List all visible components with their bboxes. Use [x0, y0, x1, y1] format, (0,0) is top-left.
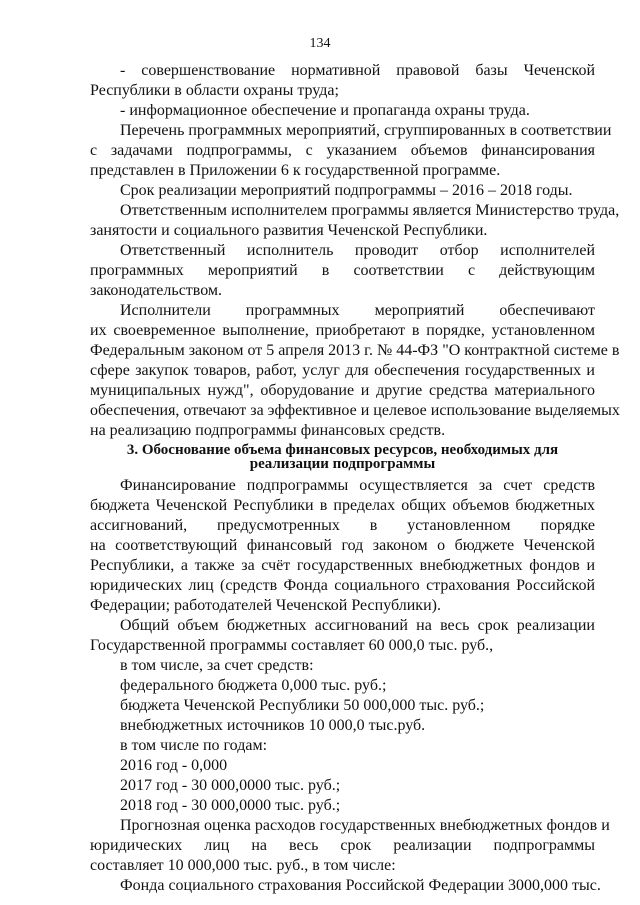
text-line: Федерации; работодателей Чеченской Республики).	[90, 597, 441, 614]
text-line: Финансирование подпрограммы осуществляется за счет средств	[120, 477, 595, 494]
text-line: бюджета Чеченской Республики 50 000,000 тыс. руб.;	[120, 697, 485, 714]
text-line: Ответственный исполнитель проводит отбор исполнителей	[120, 242, 595, 259]
section-heading-line-2: реализации подпрограммы	[249, 456, 436, 472]
text-line: - информационное обеспечение и пропаганда охраны труда.	[120, 102, 530, 119]
text-line: в том числе, за счет средств:	[120, 657, 314, 674]
text-line: Республики, а также за счёт государственных внебюджетных фондов и	[90, 557, 595, 574]
text-line: ассигнований, предусмотренных в установленном порядке	[90, 517, 595, 534]
page-number: 134	[309, 36, 331, 51]
text-line: обеспечения, отвечают за эффективное и целевое использование выделяемых	[90, 402, 620, 419]
section-heading-line-1: 3. Обоснование объема финансовых ресурсов, необходимых для	[126, 442, 559, 458]
text-line: занятости и социального развития Чеченской Республики.	[90, 222, 488, 239]
text-line: представлен в Приложении 6 к государственной программе.	[90, 162, 501, 179]
text-line: Перечень программных мероприятий, сгруппированных в соответствии	[120, 122, 612, 139]
text-line: Федеральным законом от 5 апреля 2013 г. № 44-ФЗ "О контрактной системе в	[90, 342, 620, 359]
text-line: Фонда социального страхования Российской Федерации 3000,000 тыс.	[120, 877, 601, 894]
text-line: юридических лиц на весь срок реализации подпрограммы	[90, 837, 595, 854]
text-line: на реализацию подпрограммы финансовых средств.	[90, 422, 446, 439]
text-line: 2018 год - 30 000,0000 тыс. руб.;	[120, 797, 341, 814]
text-line: 2016 год - 0,000	[120, 757, 228, 774]
text-line: на соответствующий финансовый год законом о бюджете Чеченской	[90, 537, 595, 554]
text-line: Прогнозная оценка расходов государственных внебюджетных фондов и	[120, 817, 610, 834]
text-line: муниципальных нужд", оборудование и другие средства материального	[90, 382, 595, 399]
text-line: законодательством.	[90, 282, 223, 299]
text-line: федерального бюджета 0,000 тыс. руб.;	[120, 677, 387, 694]
text-line: Исполнители программных мероприятий обеспечивают	[120, 302, 595, 319]
text-line: программных мероприятий в соответствии с действующим	[90, 262, 595, 279]
text-line: в том числе по годам:	[120, 737, 268, 754]
text-line: сфере закупок товаров, работ, услуг для обеспечения государственных и	[90, 362, 595, 379]
text-line: внебюджетных источников 10 000,0 тыс.руб.	[120, 717, 426, 734]
text-line: Государственной программы составляет 60 000,0 тыс. руб.,	[90, 637, 494, 654]
text-line: юридических лиц (средств Фонда социального страхования Российской	[90, 577, 595, 594]
text-line: Общий объем бюджетных ассигнований на весь срок реализации	[120, 617, 595, 634]
text-line: Ответственным исполнителем программы является Министерство труда,	[120, 202, 620, 219]
text-line: с задачами подпрограммы, с указанием объемов финансирования	[90, 142, 595, 159]
text-line: составляет 10 000,000 тыс. руб., в том числе:	[90, 857, 396, 874]
text-line: 2017 год - 30 000,0000 тыс. руб.;	[120, 777, 341, 794]
text-line: - совершенствование нормативной правовой базы Чеченской	[120, 62, 595, 79]
text-line: их своевременное выполнение, приобретают в порядке, установленном	[90, 322, 595, 339]
text-line: бюджета Чеченской Республики в пределах общих объемов бюджетных	[90, 497, 595, 514]
text-line: Срок реализации мероприятий подпрограммы – 2016 – 2018 годы.	[120, 182, 573, 199]
text-line: Республики в области охраны труда;	[90, 82, 339, 99]
